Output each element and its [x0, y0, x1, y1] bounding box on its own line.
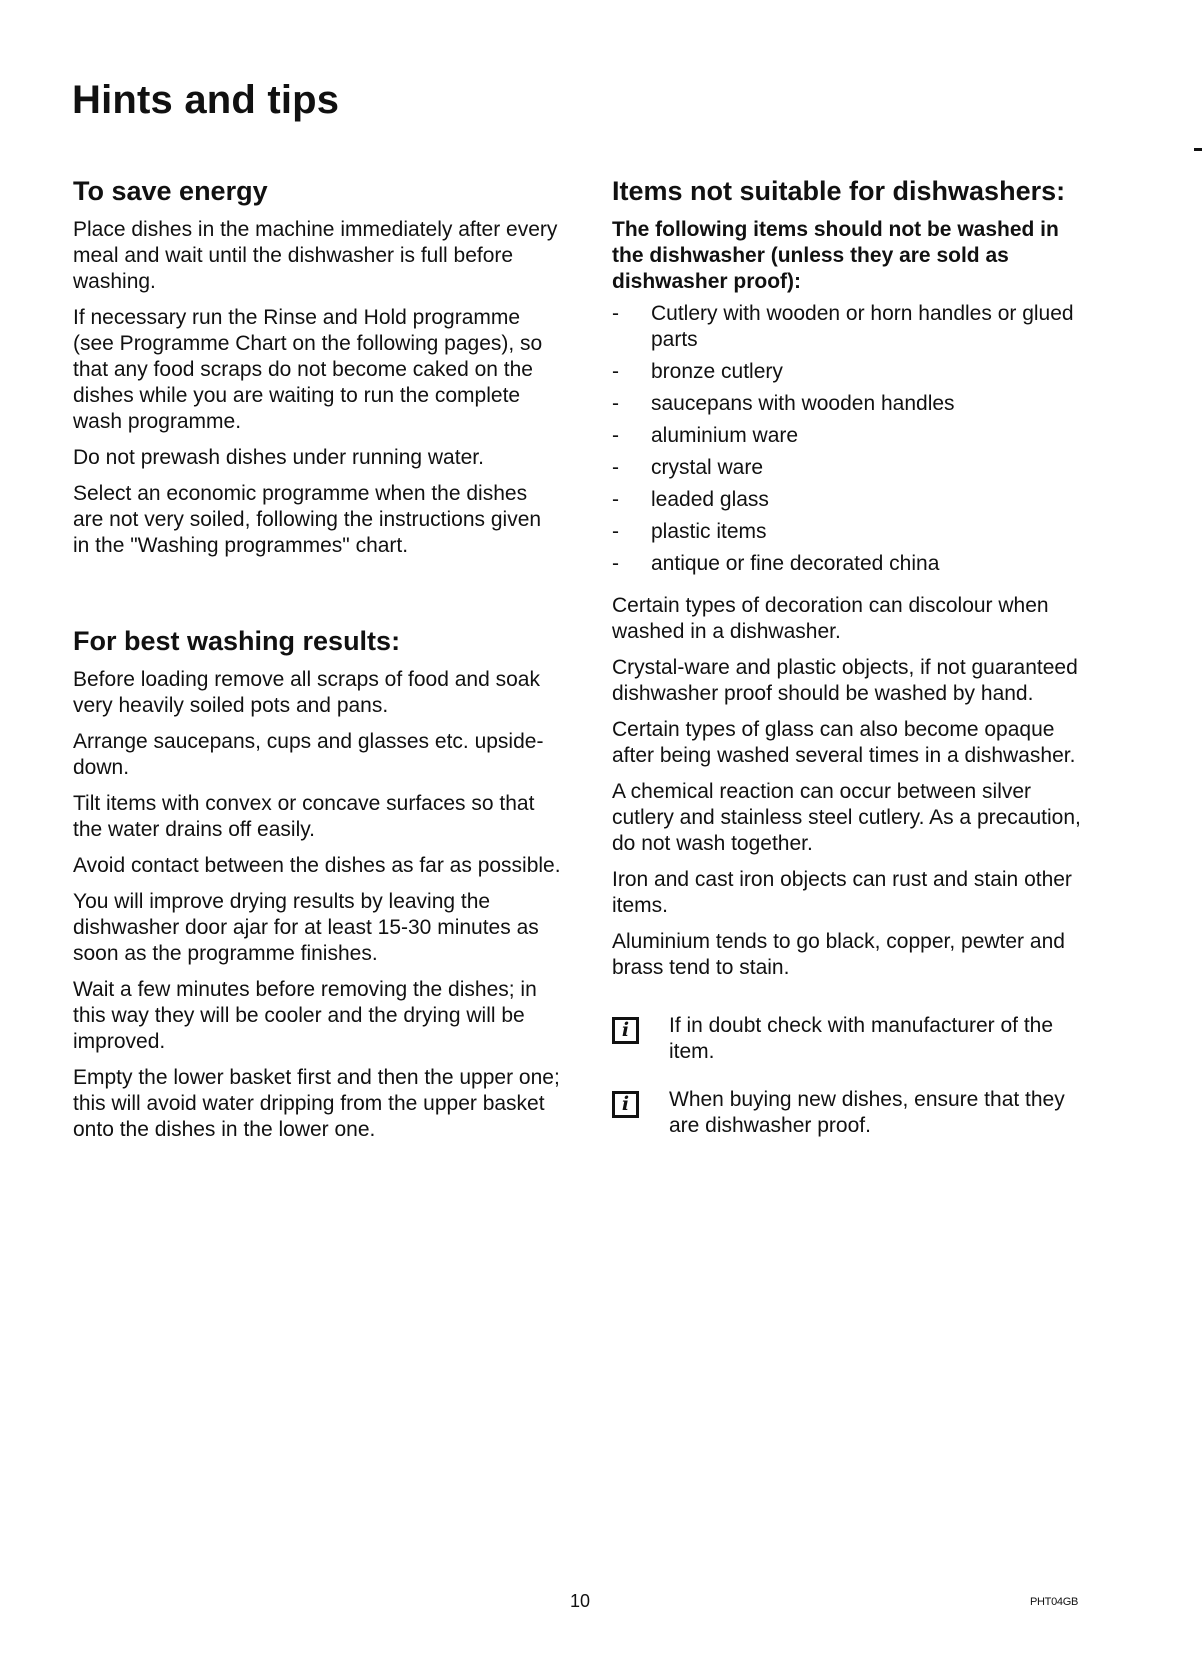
list-item: [612, 487, 1092, 513]
info-note-text: If in doubt check with manufacturer of the item.: [669, 1014, 1054, 1063]
left-column: [73, 175, 563, 1153]
list-item: [612, 455, 1092, 481]
document-code: PHT04GB: [1030, 1596, 1079, 1608]
best-results-heading: For best washing results:: [73, 626, 401, 656]
list-item-text: bronze cutlery: [651, 360, 783, 383]
save-energy-section: [73, 175, 563, 559]
list-item: [612, 423, 1092, 449]
list-item-text: Cutlery with wooden or horn handles or glued parts: [651, 302, 1074, 351]
list-item-text: saucepans with wooden handles: [651, 392, 955, 415]
dash-mark: -: [612, 302, 619, 325]
list-item-text: plastic items: [651, 520, 767, 543]
dash-mark: -: [612, 488, 619, 511]
results-paragraph: Empty the lower basket first and then the upper one; this will avoid water dripping from the upper basket onto the dishes in the lower one.: [73, 1066, 560, 1141]
energy-paragraph: Do not prewash dishes under running water.: [73, 446, 484, 469]
info-note: [612, 1087, 1092, 1139]
results-paragraph: Tilt items with convex or concave surfaces so that the water drains off easily.: [73, 792, 535, 841]
info-icon: i: [612, 1017, 639, 1044]
caution-paragraph: Aluminium tends to go black, copper, pewter and brass tend to stain.: [612, 930, 1065, 979]
list-item-text: crystal ware: [651, 456, 764, 479]
list-item: [612, 551, 1092, 577]
caution-paragraph: Certain types of decoration can discolour when washed in a dishwasher.: [612, 594, 1049, 643]
page-number: 10: [570, 1591, 591, 1611]
save-energy-heading: To save energy: [73, 176, 268, 206]
list-item-text: aluminium ware: [651, 424, 799, 447]
energy-paragraph: Select an economic programme when the dishes are not very soiled, following the instructions given in the "Washing programmes" chart.: [73, 482, 542, 557]
dash-mark: -: [612, 552, 619, 575]
list-item: [612, 359, 1092, 385]
page-title: Hints and tips: [72, 78, 340, 122]
caution-paragraph: Iron and cast iron objects can rust and stain other items.: [612, 868, 1072, 917]
best-results-section: [73, 625, 563, 1143]
list-item-text: antique or fine decorated china: [651, 552, 940, 575]
caution-paragraph: A chemical reaction can occur between silver cutlery and stainless steel cutlery. As a precaution, do not wash together.: [612, 780, 1081, 855]
unsuitable-items-heading: Items not suitable for dishwashers:: [612, 176, 1066, 206]
list-item-text: leaded glass: [651, 488, 769, 511]
results-paragraph: You will improve drying results by leaving the dishwasher door ajar for at least 15-30 minutes as soon as the programme finishes.: [73, 890, 539, 965]
info-note-text: When buying new dishes, ensure that they are dishwasher proof.: [669, 1088, 1065, 1137]
info-note: [612, 1013, 1092, 1065]
dash-mark: -: [612, 424, 619, 447]
caution-paragraph: Certain types of glass can also become opaque after being washed several times in a dishwasher.: [612, 718, 1076, 767]
results-paragraph: Arrange saucepans, cups and glasses etc. upside-down.: [73, 730, 544, 779]
energy-paragraph: If necessary run the Rinse and Hold programme (see Programme Chart on the following pages), so that any food scraps do not become caked on the dishes while you are waiting to run the complete wash programme.: [73, 306, 543, 433]
energy-paragraph: Place dishes in the machine immediately after every meal and wait until the dishwasher is full before washing.: [73, 218, 558, 293]
dash-mark: -: [612, 520, 619, 543]
edge-mark: [1194, 148, 1202, 151]
info-icon: i: [612, 1091, 639, 1118]
caution-paragraph: Crystal-ware and plastic objects, if not guaranteed dishwasher proof should be washed by hand.: [612, 656, 1078, 705]
dash-mark: -: [612, 360, 619, 383]
list-item: [612, 301, 1092, 353]
list-item: [612, 391, 1092, 417]
results-paragraph: Avoid contact between the dishes as far as possible.: [73, 854, 561, 877]
results-paragraph: Before loading remove all scraps of food and soak very heavily soiled pots and pans.: [73, 668, 540, 717]
unsuitable-intro: The following items should not be washed in the dishwasher (unless they are sold as dishwasher proof):: [612, 218, 1059, 293]
list-item: [612, 519, 1092, 545]
dash-mark: -: [612, 392, 619, 415]
unsuitable-items-list: [612, 301, 1092, 577]
right-column: [612, 175, 1092, 1139]
results-paragraph: Wait a few minutes before removing the dishes; in this way they will be cooler and the drying will be improved.: [73, 978, 537, 1053]
dash-mark: -: [612, 456, 619, 479]
